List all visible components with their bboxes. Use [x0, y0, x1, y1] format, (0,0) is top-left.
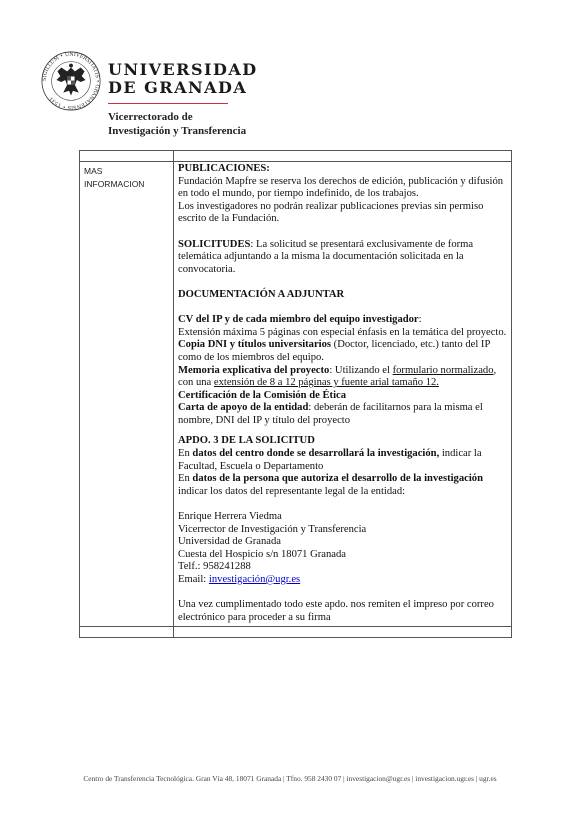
table-bottom-row	[80, 627, 512, 638]
solicitudes-paragraph	[178, 239, 507, 277]
memoria-label: Memoria explicativa del proyecto	[178, 364, 330, 376]
vicerrectorado-line1: Vicerrectorado de	[108, 111, 193, 123]
contact-address: Cuesta del Hospicio s/n 18071 Granada	[178, 548, 346, 560]
svg-text:SIGILLUM • UNIVERSITATIS • GRA: SIGILLUM • UNIVERSITATIS • GRANATENSIS • 1531	[41, 51, 101, 111]
publicaciones-text2: Los investigadores no podrán realizar publicaciones previas sin permiso escrito de la Fundación.	[178, 200, 484, 225]
university-name-line1: UNIVERSIDAD	[108, 60, 258, 79]
publicaciones-text1: Fundación Mapfre se reserva los derechos de edición, publicación y difusión en todo el mundo, por tiempo indefinido, de los trabajos.	[178, 175, 504, 200]
documentacion-heading: DOCUMENTACIÓN A ADJUNTAR	[178, 288, 345, 300]
page-footer: Centro de Transferencia Tecnológica. Gran Vía 48, 18071 Granada | Tfno. 958 2430 07 | investigacion@ugr.es | investigacion.ugr.es | ugr.es	[83, 774, 497, 783]
memoria-extension: extensión de 8 a 12 páginas y fuente arial tamaño 12.	[213, 377, 439, 389]
cv-paragraph: CV del IP y de cada miembro del equipo investigador: Extensión máxima 5 páginas con especial énfasis en la temática del proyecto.	[178, 314, 507, 338]
dni-label: Copia DNI y títulos universitarios	[178, 339, 332, 351]
university-seal-icon	[40, 50, 102, 112]
solicitudes-text: : La solicitud se presentará exclusivamente de forma telemática adjuntando a la misma la documentación solicitada en la convocatoria.	[178, 238, 474, 275]
apdo-heading: APDO. 3 DE LA SOLICITUD	[178, 435, 315, 447]
vicerrectorado-title	[108, 111, 246, 138]
closing-text: Una vez cumplimentado todo este apdo. nos remiten el impreso por correo electrónico para proceder a su firma	[178, 599, 494, 623]
table-main-row	[80, 162, 512, 627]
contact-org: Universidad de Granada	[178, 536, 281, 548]
memoria-paragraph: Memoria explicativa del proyecto: Utilizando el formulario normalizado, con una extensión de 8 a 12 páginas y fuente arial tamaño 12.	[178, 364, 497, 389]
cv-text: Extensión máxima 5 páginas con especial énfasis en la temática del proyecto.	[178, 326, 507, 338]
empty-cell	[174, 151, 512, 162]
carta-text: : deberán de facilitarnos para la misma el nombre, DNI del IP y título del proyecto	[178, 402, 483, 426]
left-label-line2: INFORMACION	[84, 179, 145, 189]
dni-text: (Doctor, licenciado, etc.) tanto del IP como de los miembros del equipo.	[178, 339, 490, 363]
apdo-line2: En datos de la persona que autoriza el desarrollo de la investigación indicar los datos del representante legal de la entidad:	[178, 473, 483, 497]
solicitudes-label: SOLICITUDES	[178, 238, 251, 250]
contact-email: Email: investigación@ugr.es	[178, 574, 301, 585]
formulario-link[interactable]: formulario normalizado	[392, 364, 494, 376]
university-name-line2: DE GRANADA	[108, 78, 248, 97]
empty-cell	[80, 627, 174, 638]
vicerrectorado-line2: Investigación y Transferencia	[108, 124, 247, 137]
empty-cell	[80, 151, 174, 162]
empty-cell	[174, 627, 512, 638]
contact-role: Vicerrector de Investigación y Transferencia	[178, 523, 367, 535]
info-table	[79, 150, 512, 638]
cv-label: CV del IP y de cada miembro del equipo investigador	[178, 314, 419, 326]
dni-paragraph	[178, 339, 507, 364]
certificacion-paragraph: Certificación de la Comisión de Ética	[178, 389, 347, 401]
table-top-row	[80, 151, 512, 162]
email-link[interactable]: investigación@ugr.es	[208, 574, 301, 585]
contact-phone: Telf.: 958241288	[178, 561, 251, 573]
content-cell	[174, 162, 512, 627]
left-label-cell	[80, 162, 174, 627]
carta-label: Carta de apoyo de la entidad	[178, 402, 309, 414]
apdo-line1: En datos del centro donde se desarrollará la investigación, indicar la Facultad, Escuela o Departamento	[178, 448, 482, 472]
header-rule	[108, 103, 228, 104]
university-name	[108, 61, 258, 97]
left-label-line1: MAS	[84, 166, 103, 176]
contact-name: Enrique Herrera Viedma	[178, 511, 282, 523]
publicaciones-heading: PUBLICACIONES:	[178, 163, 270, 174]
carta-paragraph	[178, 402, 507, 427]
